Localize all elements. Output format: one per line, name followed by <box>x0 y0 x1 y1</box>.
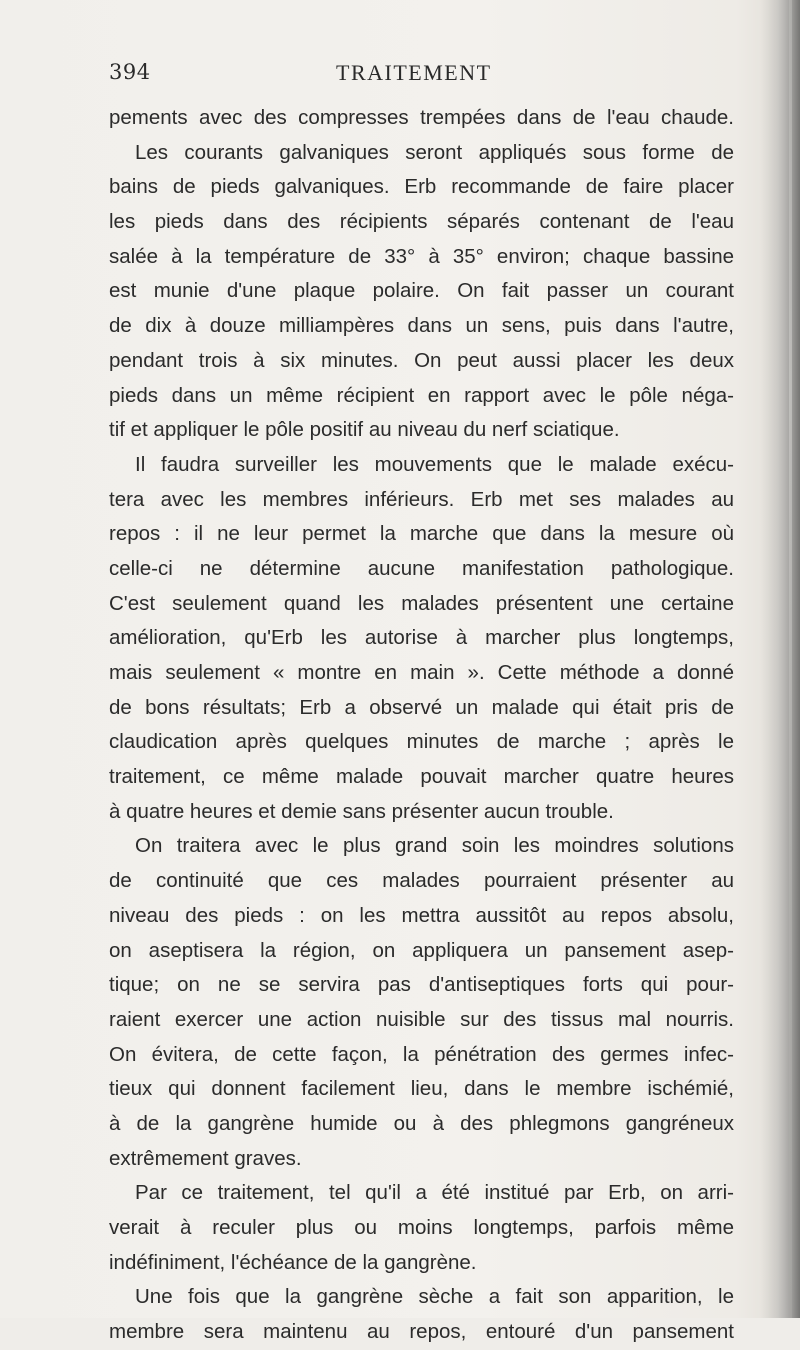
text-line: on aseptisera la région, on appliquera un pansement asep- <box>109 938 734 962</box>
text-line: verait à reculer plus ou moins longtemps, parfois même <box>109 1216 734 1239</box>
text-line: les pieds dans des récipients séparés contenant de l'eau <box>109 210 734 234</box>
text-line: à quatre heures et demie sans présenter aucun trouble. <box>109 799 614 823</box>
text-line: membre sera maintenu au repos, entouré d'un pansement <box>109 1320 734 1344</box>
text-line: Par ce traitement, tel qu'il a été institué par Erb, on arri- <box>135 1181 734 1205</box>
text-line: tif et appliquer le pôle positif au niveau du nerf sciatique. <box>109 418 620 442</box>
binding-shadow <box>760 0 800 1318</box>
text-line: raient exercer une action nuisible sur des tissus mal nourris. <box>109 1007 734 1031</box>
text-line: est munie d'une plaque polaire. On fait passer un courant <box>109 279 734 303</box>
body-text <box>109 101 734 1350</box>
text-line: pieds dans un même récipient en rapport avec le pôle néga- <box>109 383 734 407</box>
running-header <box>0 60 800 90</box>
text-line: à de la gangrène humide ou à des phlegmons gangréneux <box>109 1111 734 1135</box>
text-line: amélioration, qu'Erb les autorise à marcher plus longtemps, <box>109 626 734 650</box>
text-line: traitement, ce même malade pouvait marcher quatre heures <box>109 765 734 789</box>
text-line: de dix à douze milliampères dans un sens, puis dans l'autre, <box>109 314 734 338</box>
text-line: mais seulement « montre en main ». Cette méthode a donné <box>109 661 734 684</box>
text-line: claudication après quelques minutes de marche ; après le <box>109 730 734 754</box>
text-line: de bons résultats; Erb a observé un malade qui était pris de <box>109 695 734 719</box>
text-line: Il faudra surveiller les mouvements que le malade exécu- <box>135 452 734 476</box>
text-line: tieux qui donnent facilement lieu, dans le membre ischémié, <box>109 1077 734 1101</box>
binding-edge <box>789 0 792 1318</box>
text-line: C'est seulement quand les malades présentent une certaine <box>109 591 734 615</box>
text-line: pements avec des compresses trempées dans de l'eau chaude. <box>109 106 734 129</box>
text-line: Une fois que la gangrène sèche a fait son apparition, le <box>135 1285 734 1309</box>
text-line: de continuité que ces malades pourraient présenter au <box>109 869 734 893</box>
text-line: On traitera avec le plus grand soin les moindres solutions <box>135 834 734 858</box>
page-header-title: TRAITEMENT <box>336 60 492 85</box>
text-line: salée à la température de 33° à 35° environ; chaque bassine <box>109 244 734 268</box>
text-line: indéfiniment, l'échéance de la gangrène. <box>109 1250 477 1274</box>
text-line: extrêmement graves. <box>109 1146 302 1170</box>
text-line: tique; on ne se servira pas d'antiseptiques forts qui pour- <box>109 973 734 997</box>
text-line: pendant trois à six minutes. On peut aussi placer les deux <box>109 348 734 372</box>
text-line: niveau des pieds : on les mettra aussitôt au repos absolu, <box>109 903 734 927</box>
text-line: bains de pieds galvaniques. Erb recommande de faire placer <box>109 175 734 199</box>
text-line: On évitera, de cette façon, la pénétration des germes infec- <box>109 1042 734 1066</box>
text-line: Les courants galvaniques seront appliqués sous forme de <box>135 140 734 164</box>
text-line: celle-ci ne détermine aucune manifestation pathologique. <box>109 556 734 580</box>
page-number: 394 <box>109 60 151 84</box>
text-line: repos : il ne leur permet la marche que dans la mesure où <box>109 522 734 546</box>
text-line: tera avec les membres inférieurs. Erb met ses malades au <box>109 487 734 511</box>
